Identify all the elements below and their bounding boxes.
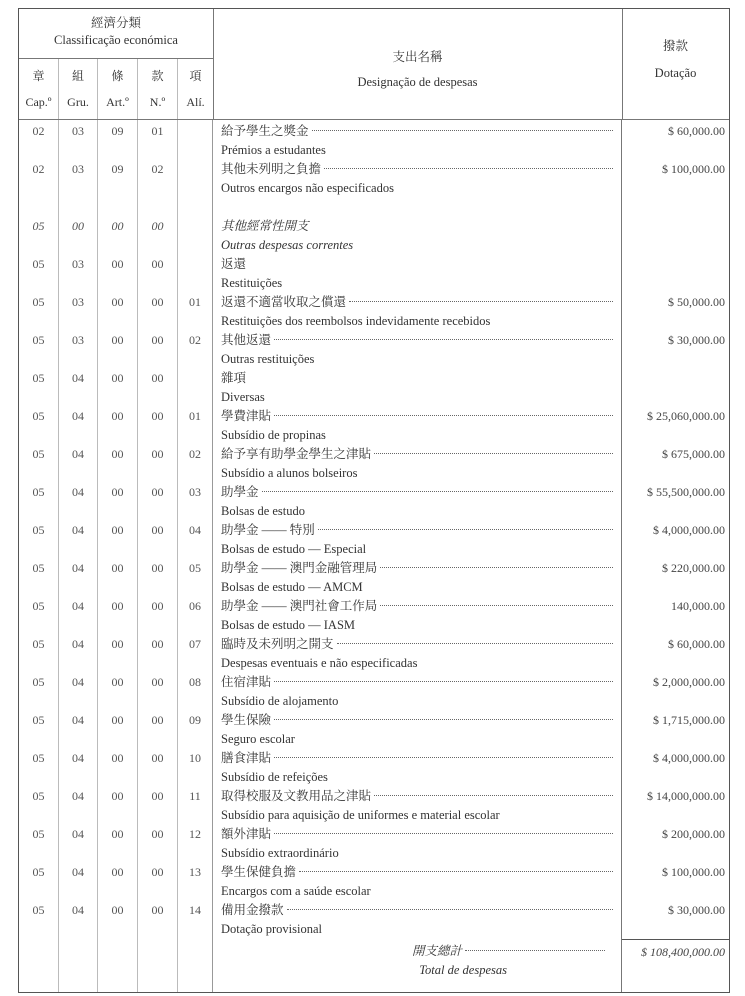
chapter-code: 05 [19,407,59,445]
designation-pt: Diversas [221,390,265,404]
designation-cn-line [221,559,615,578]
article-code: 00 [98,635,138,673]
group-code: 03 [59,293,98,331]
number-code: 00 [138,217,178,255]
group-code: 04 [59,521,98,559]
designation-pt: Subsídio a alunos bolseiros [221,466,358,480]
chapter-code: 05 [19,597,59,635]
dot-leader [287,909,613,910]
col-header-pt: Alí. [186,95,205,109]
designation-cn: 臨時及未列明之開支 [221,637,334,651]
table-row [19,597,729,635]
item-code [178,217,213,255]
designation-cn: 學生保健負擔 [221,865,297,879]
article-code: 00 [98,901,138,939]
designation-cn: 雜項 [221,371,247,385]
spacer-cell [19,198,59,217]
total-label-pt: Total de despesas [419,963,507,977]
designation-cell [213,407,622,445]
classification-title-cn: 經濟分類 [90,16,141,30]
designation-cell [213,369,622,407]
designation-cn-line [221,217,615,236]
number-code: 02 [138,160,178,198]
designation-cn-line [221,407,615,426]
chapter-code: 05 [19,331,59,369]
spacer-cell [178,198,213,217]
designation-cn: 學生保險 [221,713,272,727]
designation-cn: 返還 [221,257,247,271]
spacer-cell [213,198,622,217]
item-code [178,120,213,160]
classification-col-header [138,59,178,119]
col-header-cn: 款 [151,69,164,83]
designation-cell [213,483,622,521]
total-amount: $ 108,400,000.00 [622,939,729,992]
item-code: 10 [178,749,213,787]
group-code: 04 [59,445,98,483]
item-code: 02 [178,445,213,483]
table-row [19,635,729,673]
classification-title-pt: Classificação económica [54,33,178,47]
dot-leader [349,301,613,302]
article-code: 00 [98,445,138,483]
spacer-cell [622,198,729,217]
table-row [19,255,729,293]
designation-cell [213,217,622,255]
item-code: 08 [178,673,213,711]
designation-cn-line [221,635,615,654]
chapter-code: 05 [19,787,59,825]
chapter-code: 05 [19,255,59,293]
dot-leader [299,871,613,872]
table-row [19,369,729,407]
group-code: 03 [59,160,98,198]
amount-cell: $ 4,000,000.00 [653,751,725,765]
amount-cell [622,255,729,293]
designation-cell [213,160,622,198]
spacer-cell [59,198,98,217]
col-header-pt: Cap.º [25,95,52,109]
number-code: 00 [138,407,178,445]
item-code: 05 [178,559,213,597]
article-code: 00 [98,521,138,559]
amount-cell [622,217,729,255]
chapter-code: 05 [19,635,59,673]
designation-pt: Outras restituições [221,352,315,366]
designation-cn-line [221,331,615,350]
article-code: 00 [98,331,138,369]
designation-cell [213,825,622,863]
table-row [19,787,729,825]
designation-cn-line [221,597,615,616]
dot-leader [262,491,613,492]
table-row [19,901,729,939]
chapter-code: 05 [19,369,59,407]
table-row [19,863,729,901]
item-code: 06 [178,597,213,635]
amount-cell: $ 200,000.00 [662,827,725,841]
article-code: 09 [98,160,138,198]
table-row [19,160,729,198]
amount-cell: $ 100,000.00 [662,162,725,176]
article-code: 00 [98,787,138,825]
designation-cn-line [221,255,615,274]
designation-cn-line [221,483,615,502]
designation-cn: 備用金撥款 [221,903,284,917]
designation-cell [213,673,622,711]
number-code: 00 [138,483,178,521]
item-code [178,255,213,293]
article-code: 00 [98,407,138,445]
designation-cn-line [221,122,615,141]
dot-leader [274,719,613,720]
designation-cell [213,293,622,331]
number-code: 00 [138,331,178,369]
col-header-cn: 項 [189,69,202,83]
designation-cn-line [221,901,615,920]
designation-cn-line [221,787,615,806]
item-code [178,160,213,198]
amount-cell: $ 25,060,000.00 [647,409,725,423]
table-row [19,559,729,597]
group-code: 04 [59,635,98,673]
dot-leader [380,567,613,568]
number-code: 00 [138,293,178,331]
amount-cell: $ 1,715,000.00 [653,713,725,727]
chapter-code: 02 [19,160,59,198]
classification-subheaders [19,59,213,119]
article-code: 00 [98,711,138,749]
article-code: 00 [98,217,138,255]
chapter-code: 05 [19,559,59,597]
designation-pt: Bolsas de estudo — Especial [221,542,367,556]
chapter-code: 05 [19,673,59,711]
designation-pt: Outras despesas correntes [221,238,354,252]
article-code: 00 [98,749,138,787]
number-code: 00 [138,787,178,825]
total-label [213,939,622,992]
designation-cell [213,901,622,939]
dot-leader [274,415,613,416]
item-code [178,369,213,407]
number-code: 00 [138,597,178,635]
chapter-code: 05 [19,217,59,255]
designation-cell [213,863,622,901]
group-code: 03 [59,120,98,160]
designation-pt: Restituições dos reembolsos indevidamente recebidos [221,314,491,328]
number-code: 00 [138,673,178,711]
designation-cn-line [221,673,615,692]
amount-cell: $ 60,000.00 [668,637,725,651]
number-code: 00 [138,825,178,863]
table-row [19,407,729,445]
group-code: 04 [59,711,98,749]
chapter-code: 05 [19,293,59,331]
article-code: 00 [98,293,138,331]
number-code: 00 [138,445,178,483]
group-code: 04 [59,863,98,901]
amount-cell: $ 30,000.00 [668,903,725,917]
number-code: 00 [138,901,178,939]
designation-pt: Dotação provisional [221,922,323,936]
designation-cell [213,749,622,787]
designation-cn: 助學金 [221,485,259,499]
dot-leader [318,529,613,530]
designation-cell [213,521,622,559]
article-code: 00 [98,673,138,711]
designation-pt: Bolsas de estudo [221,504,306,518]
classification-col-header [19,59,59,119]
chapter-code: 02 [19,120,59,160]
dot-leader [274,339,613,340]
item-code: 12 [178,825,213,863]
table-row [19,673,729,711]
group-code: 04 [59,407,98,445]
dot-leader [374,453,613,454]
designation-cn-line [221,749,615,768]
amount-header [622,9,729,119]
amount-cell: $ 675,000.00 [662,447,725,461]
designation-pt: Outros encargos não especificados [221,181,394,195]
group-code: 04 [59,825,98,863]
designation-cn-line [221,711,615,730]
amount-cell [622,369,729,407]
designation-cn: 膳食津貼 [221,751,272,765]
amount-cell: $ 55,500,000.00 [647,485,725,499]
group-code: 04 [59,901,98,939]
designation-cn-line [221,293,615,312]
number-code: 00 [138,255,178,293]
item-code: 13 [178,863,213,901]
designation-cn: 其他返還 [221,333,272,347]
designation-pt: Prémios a estudantes [221,143,326,157]
designation-cn-line [221,160,615,179]
designation-cell [213,635,622,673]
designation-cn-line [221,445,615,464]
chapter-code: 05 [19,863,59,901]
amount-cell: $ 60,000.00 [668,124,725,138]
table-row [19,521,729,559]
col-header-cn: 條 [111,69,124,83]
designation-pt: Encargos com a saúde escolar [221,884,371,898]
article-code: 00 [98,255,138,293]
number-code: 01 [138,120,178,160]
designation-cell [213,445,622,483]
total-row [19,939,729,992]
group-code: 03 [59,331,98,369]
classification-col-header [98,59,138,119]
group-code: 04 [59,597,98,635]
item-code: 01 [178,293,213,331]
group-code: 04 [59,483,98,521]
group-code: 00 [59,217,98,255]
designation-pt: Subsídio de alojamento [221,694,339,708]
table-row [19,445,729,483]
classification-col-header [178,59,213,119]
item-code: 11 [178,787,213,825]
spacer-cell [98,198,138,217]
amount-cell: $ 4,000,000.00 [653,523,725,537]
designation-cn-line [221,825,615,844]
designation-cell [213,120,622,160]
group-code: 04 [59,749,98,787]
designation-cn: 給予享有助學金學生之津貼 [221,447,372,461]
designation-cn: 助學金 —— 澳門金融管理局 [221,561,378,575]
number-code: 00 [138,635,178,673]
group-code: 04 [59,369,98,407]
dot-leader [380,605,613,606]
dot-leader [465,950,605,951]
amount-cell: 140,000.00 [671,599,725,613]
spacer-cell [138,198,178,217]
designation-title-pt: Designação de despesas [357,75,478,89]
designation-cn-line [221,863,615,882]
article-code: 09 [98,120,138,160]
designation-cn: 學費津貼 [221,409,272,423]
designation-title-cn: 支出名稱 [392,50,443,64]
number-code: 00 [138,711,178,749]
chapter-code: 05 [19,445,59,483]
budget-table [18,8,730,993]
chapter-code: 05 [19,901,59,939]
table-row [19,217,729,255]
article-code: 00 [98,825,138,863]
amount-cell: $ 100,000.00 [662,865,725,879]
table-row [19,120,729,160]
designation-pt: Restituições [221,276,283,290]
number-code: 00 [138,863,178,901]
item-code: 04 [178,521,213,559]
table-row [19,711,729,749]
dot-leader [274,833,613,834]
dot-leader [274,757,613,758]
table-row [19,825,729,863]
designation-cn-line [221,369,615,388]
designation-pt: Subsídio de refeições [221,770,328,784]
amount-cell: $ 50,000.00 [668,295,725,309]
designation-header [213,9,623,119]
col-header-pt: N.º [149,95,166,109]
total-label-cn: 開支總計 [411,944,462,958]
article-code: 00 [98,369,138,407]
col-header-cn: 組 [71,69,84,83]
number-code: 00 [138,521,178,559]
designation-cn: 給予學生之獎金 [221,124,309,138]
dot-leader [274,681,613,682]
chapter-code: 05 [19,483,59,521]
dot-leader [312,130,613,131]
group-code: 04 [59,787,98,825]
number-code: 00 [138,559,178,597]
item-code: 07 [178,635,213,673]
col-header-pt: Art.º [106,95,129,109]
designation-cell [213,331,622,369]
item-code: 14 [178,901,213,939]
table-header [19,9,729,120]
amount-cell: $ 14,000,000.00 [647,789,725,803]
item-code: 03 [178,483,213,521]
table-row [19,331,729,369]
designation-cell [213,787,622,825]
designation-cn: 助學金 —— 特別 [221,523,315,537]
designation-pt: Bolsas de estudo — AMCM [221,580,363,594]
designation-pt: Subsídio para aquisição de uniformes e material escolar [221,808,500,822]
designation-cell [213,597,622,635]
designation-pt: Subsídio extraordinário [221,846,339,860]
article-code: 00 [98,559,138,597]
designation-cn: 取得校服及文教用品之津貼 [221,789,372,803]
col-header-cn: 章 [32,69,45,83]
designation-cn: 返還不適當收取之償還 [221,295,347,309]
article-code: 00 [98,483,138,521]
chapter-code: 05 [19,711,59,749]
designation-cn: 額外津貼 [221,827,272,841]
designation-cell [213,255,622,293]
designation-cn: 住宿津貼 [221,675,272,689]
spacer-row [19,198,729,217]
dot-leader [337,643,613,644]
designation-cn: 其他未列明之負擔 [221,162,322,176]
amount-cell: $ 2,000,000.00 [653,675,725,689]
table-body [19,120,729,939]
article-code: 00 [98,863,138,901]
number-code: 00 [138,749,178,787]
number-code: 00 [138,369,178,407]
group-code: 04 [59,673,98,711]
chapter-code: 05 [19,749,59,787]
amount-title-pt: Dotação [654,66,697,80]
designation-cell [213,559,622,597]
designation-pt: Subsídio de propinas [221,428,326,442]
chapter-code: 05 [19,825,59,863]
amount-cell: $ 30,000.00 [668,333,725,347]
designation-cell [213,711,622,749]
item-code: 01 [178,407,213,445]
designation-cn: 其他經常性開支 [221,219,309,233]
designation-pt: Despesas eventuais e não especificadas [221,656,418,670]
table-row [19,749,729,787]
group-code: 03 [59,255,98,293]
article-code: 00 [98,597,138,635]
table-row [19,293,729,331]
dot-leader [324,168,613,169]
dot-leader [374,795,613,796]
table-row [19,483,729,521]
designation-pt: Seguro escolar [221,732,295,746]
designation-pt: Bolsas de estudo — IASM [221,618,356,632]
item-code: 09 [178,711,213,749]
designation-cn-line [221,521,615,540]
amount-title-cn: 撥款 [662,39,688,53]
designation-cn: 助學金 —— 澳門社會工作局 [221,599,378,613]
chapter-code: 05 [19,521,59,559]
col-header-pt: Gru. [67,95,89,109]
group-code: 04 [59,559,98,597]
item-code: 02 [178,331,213,369]
classification-col-header [59,59,98,119]
amount-cell: $ 220,000.00 [662,561,725,575]
classification-header [19,9,214,119]
